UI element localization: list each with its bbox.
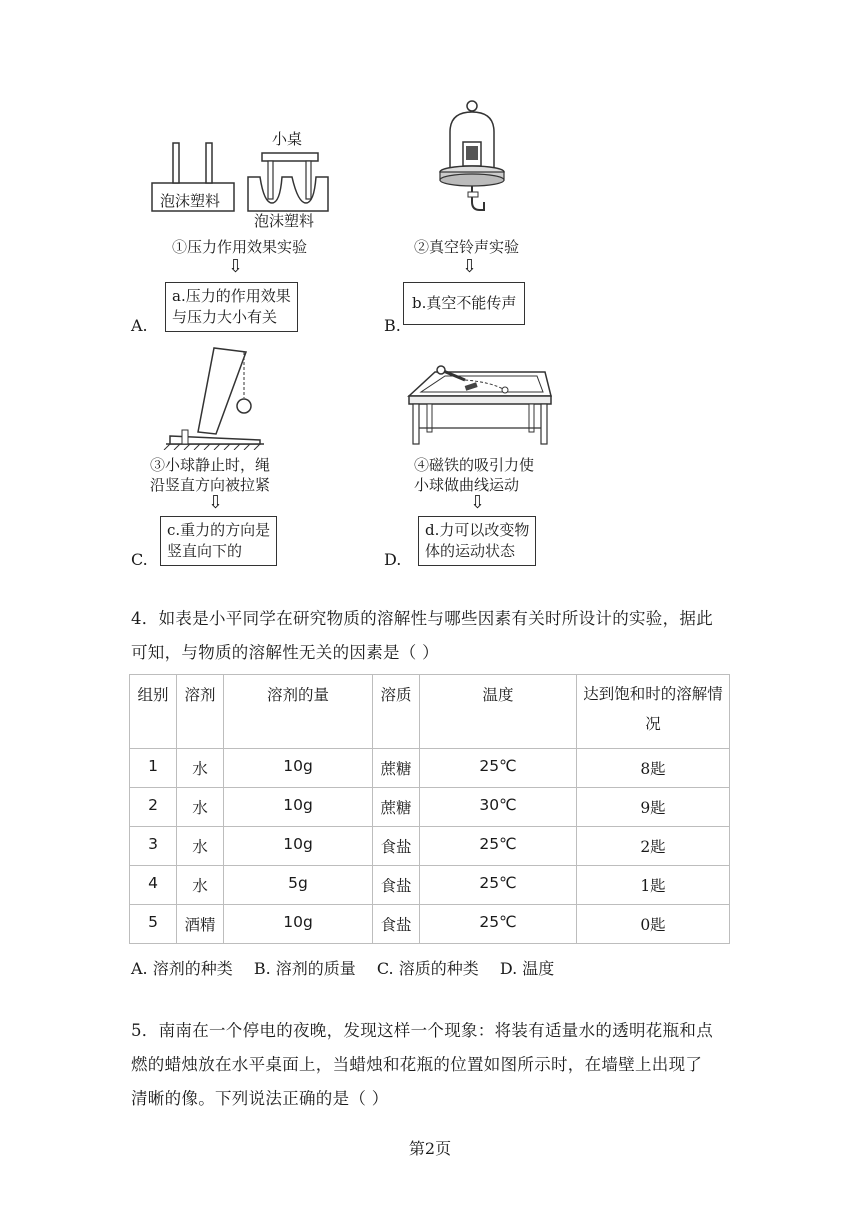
diagram-d-caption-line2: 小球做曲线运动 [414,476,520,494]
table-cell: 8匙 [577,749,730,788]
choice-c: C. 溶质的种类 [376,959,479,978]
question-4-choices [131,956,570,979]
down-arrow-icon: ⇩ [208,492,224,513]
table-header-row [130,675,730,749]
conclusion-line: a.压力的作用效果 [172,287,291,305]
conclusion-line: 与压力大小有关 [172,308,278,326]
question-line: 清晰的像。下列说法正确的是（ ） [131,1089,389,1108]
table-cell: 25℃ [420,827,577,866]
table-cell: 水 [177,827,224,866]
down-arrow-icon: ⇩ [462,256,478,277]
conclusion-line: 竖直向下的 [167,542,243,560]
table-cell: 5g [224,866,373,905]
question-line: 4．如表是小平同学在研究物质的溶解性与哪些因素有关时所设计的实验，据此 [131,609,713,628]
header-cell: 溶剂的量 [224,675,373,749]
choice-d: D. 温度 [499,959,555,978]
question-line: 5．南南在一个停电的夜晚，发现这样一个现象：将装有适量水的透明花瓶和点 [131,1021,713,1040]
table-cell: 蔗糖 [373,788,420,827]
vacuum-bell-jar-illustration [430,98,520,228]
header-line: 况 [645,715,661,733]
diagram-d-caption-line1: ④磁铁的吸引力使 [414,456,535,474]
table-row [130,827,730,866]
question-line: 可知，与物质的溶解性无关的因素是（ ） [131,643,439,662]
small-table-label: 小桌 [272,130,303,148]
option-label-d: D. [384,550,402,569]
diagram-a-conclusion [165,282,298,332]
table-cell: 1匙 [577,866,730,905]
table-cell: 10g [224,905,373,944]
table-cell: 25℃ [420,749,577,788]
table-cell: 水 [177,788,224,827]
page-number: 第2页 [408,1139,452,1158]
table-cell: 食盐 [373,866,420,905]
table-cell: 水 [177,866,224,905]
table-cell: 食盐 [373,905,420,944]
header-cell: 温度 [420,675,577,749]
foam-left-label: 泡沫塑料 [160,192,221,210]
option-label-c: C. [131,550,148,569]
table-cell: 25℃ [420,866,577,905]
table-row [130,905,730,944]
magnet-ball-track-illustration [405,358,555,450]
conclusion-line: d.力可以改变物 [425,521,530,539]
question-5-text [131,1014,731,1116]
diagram-b-conclusion: b.真空不能传声 [403,282,525,325]
gravity-pendulum-illustration [160,340,270,450]
solubility-table [129,674,730,944]
table-row [130,866,730,905]
diagram-c-caption-line1: ③小球静止时，绳 [150,456,271,474]
question-4-text [131,602,731,670]
table-cell: 5 [130,905,177,944]
table-cell: 25℃ [420,905,577,944]
conclusion-line: 体的运动状态 [425,542,516,560]
option-label-b: B. [384,316,401,335]
table-cell: 0匙 [577,905,730,944]
header-cell: 溶质 [373,675,420,749]
table-cell: 蔗糖 [373,749,420,788]
table-cell: 9匙 [577,788,730,827]
header-line: 达到饱和时的溶解情 [583,685,723,703]
table-cell: 2 [130,788,177,827]
diagram-a-caption: ①压力作用效果实验 [172,238,308,256]
table-cell: 10g [224,827,373,866]
table-cell: 1 [130,749,177,788]
table-cell: 30℃ [420,788,577,827]
table-cell: 水 [177,749,224,788]
down-arrow-icon: ⇩ [228,256,244,277]
diagram-d-conclusion [418,516,536,566]
down-arrow-icon: ⇩ [470,492,486,513]
table-cell: 4 [130,866,177,905]
table-cell: 10g [224,788,373,827]
conclusion-line: c.重力的方向是 [167,521,271,539]
table-cell: 2匙 [577,827,730,866]
header-cell: 溶剂 [177,675,224,749]
header-cell [577,675,730,749]
table-row [130,788,730,827]
diagram-c-caption-line2: 沿竖直方向被拉紧 [150,476,271,494]
choice-a: A. 溶剂的种类 [131,959,233,978]
table-cell: 酒精 [177,905,224,944]
table-cell: 10g [224,749,373,788]
foam-right-label: 泡沫塑料 [254,212,315,230]
table-cell: 3 [130,827,177,866]
choice-b: B. 溶剂的质量 [253,959,356,978]
diagram-c-conclusion [160,516,277,566]
question-line: 燃的蜡烛放在水平桌面上，当蜡烛和花瓶的位置如图所示时，在墙壁上出现了 [131,1055,703,1074]
table-cell: 食盐 [373,827,420,866]
header-cell: 组别 [130,675,177,749]
table-row [130,749,730,788]
option-label-a: A. [131,316,148,335]
diagram-b-caption: ②真空铃声实验 [414,238,520,256]
